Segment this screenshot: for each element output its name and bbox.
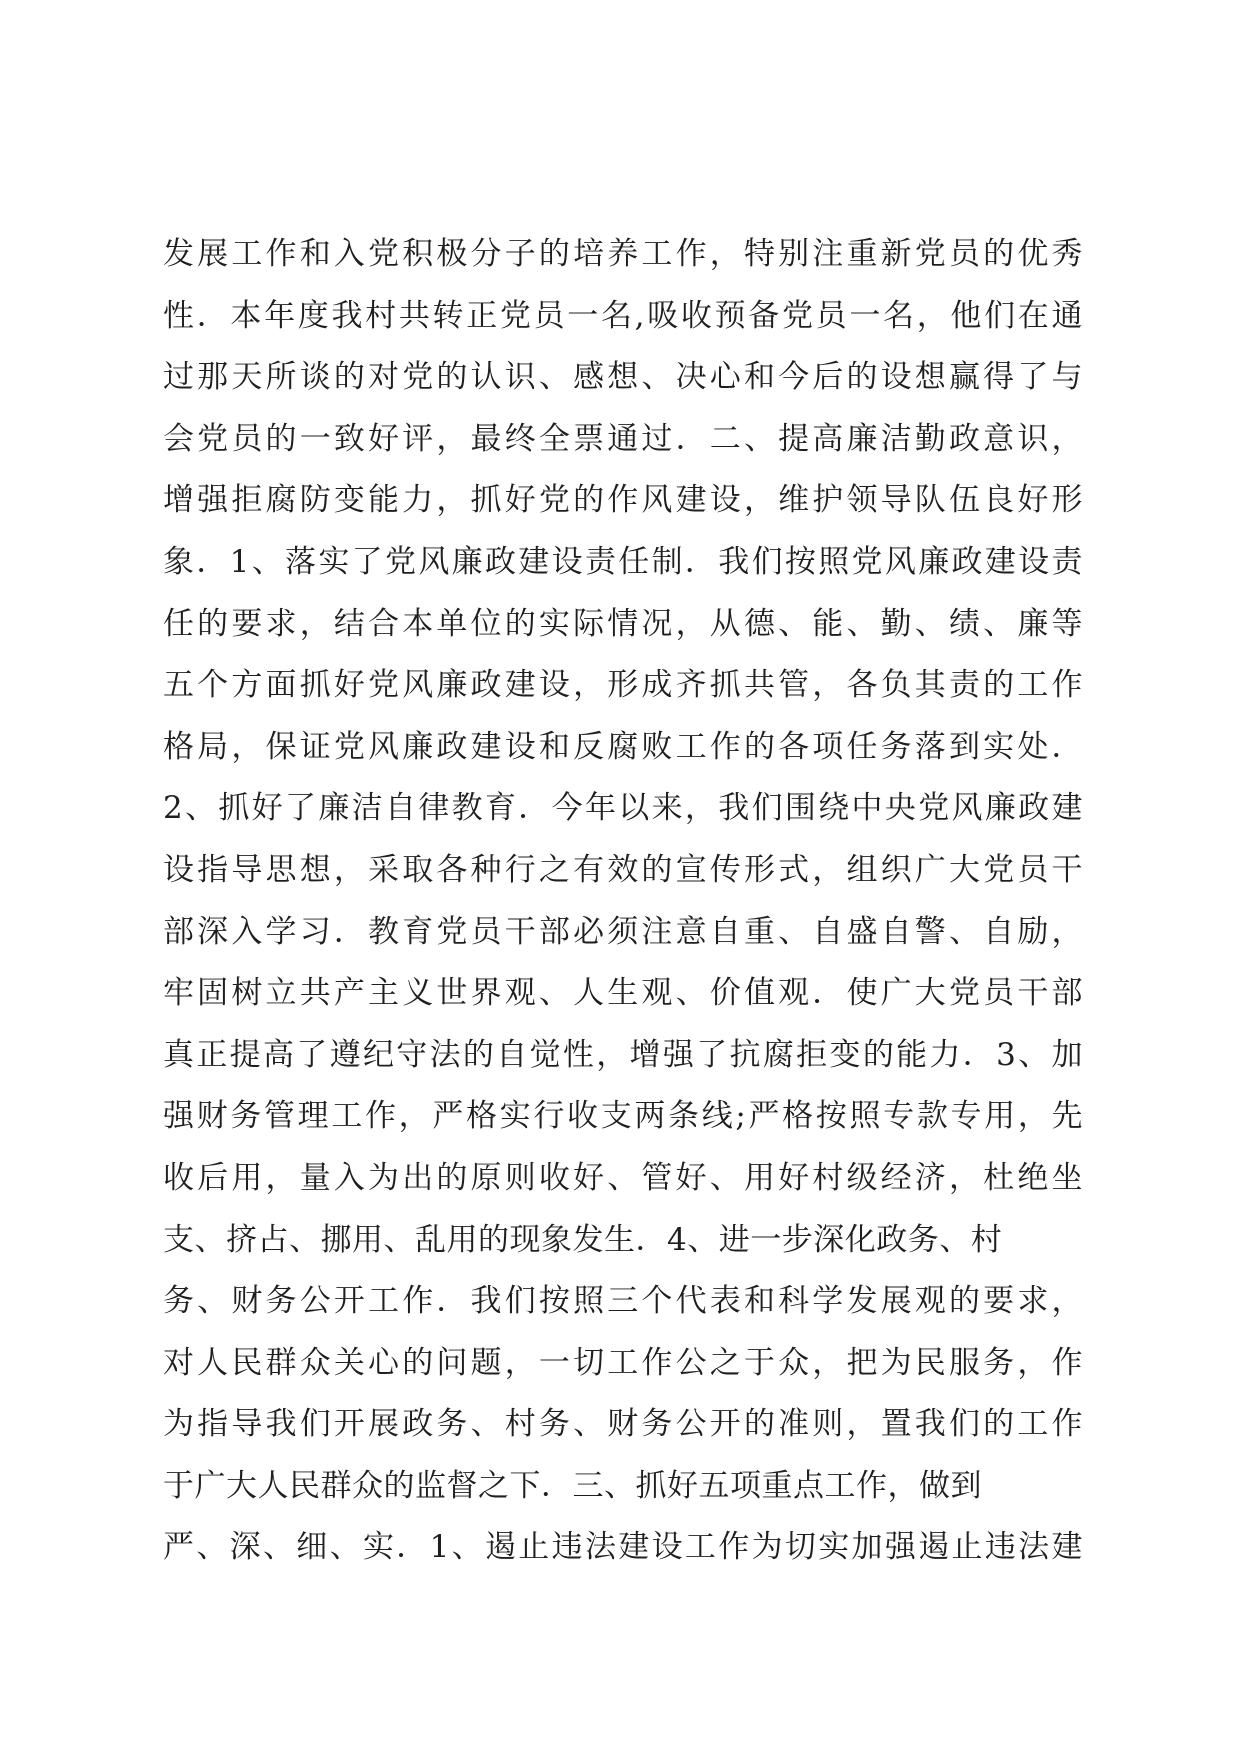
text-line-6: 象．1、落实了党风廉政建设责任制．我们按照党风廉政建设责 (163, 543, 1083, 580)
text-line-15: 强财务管理工作，严格实行收支两条线;严格按照专款专用，先 (163, 1098, 1083, 1135)
text-line-22: 严、深、细、实．1、遏止违法建设工作为切实加强遏止违法建 (163, 1529, 1083, 1566)
text-line-1: 发展工作和入党积极分子的培养工作，特别注重新党员的优秀 (163, 236, 1083, 272)
text-line-2: 性．本年度我村共转正党员一名,吸收预备党员一名，他们在通 (163, 297, 1083, 334)
text-line-10: 2、抓好了廉洁自律教育．今年以来，我们围绕中央党风廉政建 (163, 790, 1083, 827)
text-line-18: 务、财务公开工作．我们按照三个代表和科学发展观的要求， (163, 1283, 1083, 1320)
text-line-21: 于广大人民群众的监督之下．三、抓好五项重点工作，做到 (163, 1467, 982, 1504)
text-line-11: 设指导思想，采取各种行之有效的宣传形式，组织广大党员干 (163, 851, 1083, 888)
text-line-14: 真正提高了遵纪守法的自觉性，增强了抗腐拒变的能力．3、加 (163, 1036, 1083, 1073)
text-line-17: 支、挤占、挪用、乱用的现象发生．4、进一步深化政务、村 (163, 1221, 1003, 1258)
body-text (163, 224, 1083, 1579)
text-line-16: 收后用，量入为出的原则收好、管好、用好村级经济，杜绝坐 (163, 1159, 1083, 1196)
text-line-12: 部深入学习．教育党员干部必须注意自重、自盛自警、自励， (163, 913, 1083, 950)
text-line-8: 五个方面抓好党风廉政建设，形成齐抓共管，各负其责的工作 (163, 667, 1083, 704)
text-line-20: 为指导我们开展政务、村务、财务公开的准则，置我们的工作 (163, 1406, 1083, 1443)
text-line-5: 增强拒腐防变能力，抓好党的作风建设，维护领导队伍良好形 (163, 482, 1083, 519)
text-line-9: 格局，保证党风廉政建设和反腐败工作的各项任务落到实处． (163, 728, 1083, 765)
text-line-7: 任的要求，结合本单位的实际情况，从德、能、勤、绩、廉等 (163, 605, 1083, 642)
text-line-19: 对人民群众关心的问题，一切工作公之于众，把为民服务，作 (163, 1344, 1083, 1381)
text-line-13: 牢固树立共产主义世界观、人生观、价值观．使广大党员干部 (163, 975, 1083, 1012)
text-line-4: 会党员的一致好评，最终全票通过．二、提高廉洁勤政意识， (163, 420, 1083, 457)
text-line-3: 过那天所谈的对党的认识、感想、决心和今后的设想赢得了与 (163, 359, 1083, 396)
